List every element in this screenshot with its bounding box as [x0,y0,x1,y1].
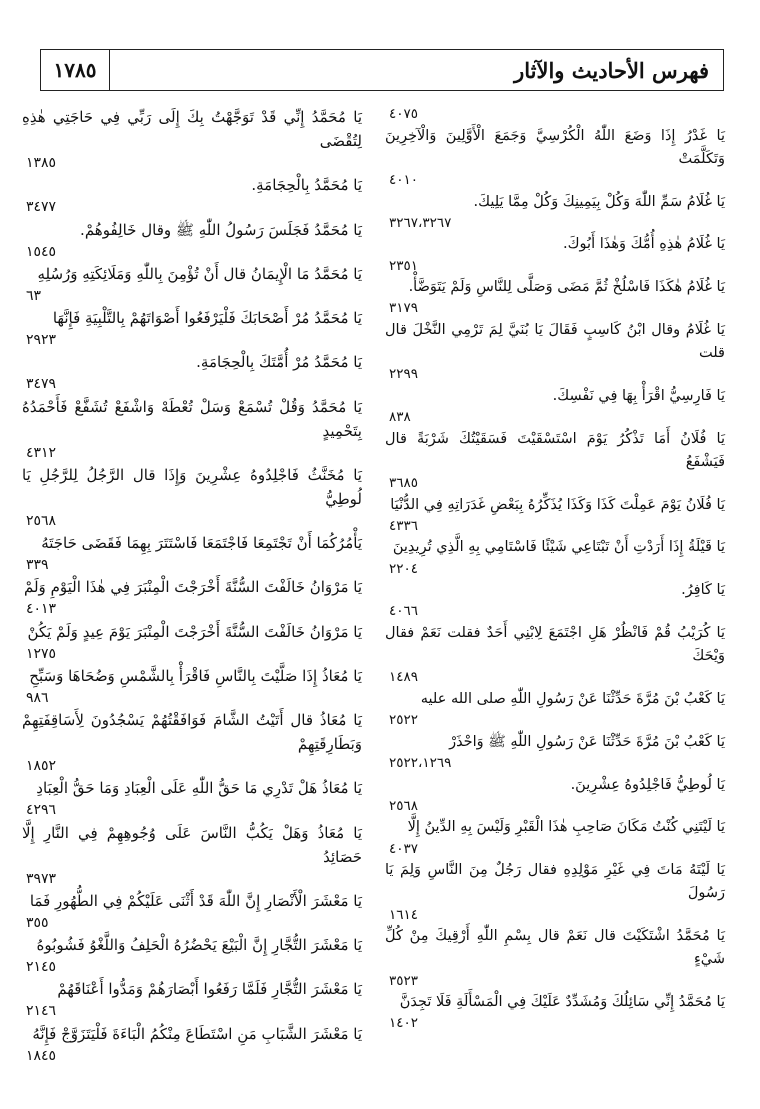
entry-ref-number: ١٥٤٥ [26,243,57,260]
entry-text: يَا مُحَمَّدُ إِنِّي سَائِلُكَ وَمُشَدِّدٌ عَلَيْكَ فِي الْمَسْأَلَةِ فَلَا تَجِدَنَّ [399,994,725,1011]
entry-ref-number: ١٦١٤ [389,906,419,923]
index-entry [22,1022,362,1066]
entry-text: يَا مُعَاذُ إِذَا صَلَّيْتَ بِالنَّاسِ فَاقْرَأْ بِالشَّمْسِ وَضُحَاهَا وَسَبِّحِ [29,666,362,685]
entry-ref-number: ٢١٤٦ [26,1003,57,1020]
entry-ref-number: ٣٩٧٣ [26,870,57,887]
index-entry [22,262,362,306]
index-entry [22,306,362,350]
entry-text: يَا غُلَامُ وقال ابْنُ كَاسِبٍ فَقَالَ يَا بُنَيَّ لِمَ تَرْمِي النَّخْلَ قال قلت [385,321,725,362]
entry-text: يَا مَعْشَرَ الْأَنْصَارِ إِنَّ اللّٰهَ قَدْ أَثْنَى عَلَيْكُمْ فِي الطُّهُورِ فَمَا [29,891,362,910]
index-entry [385,276,725,319]
entry-ref-number: ٨٣٨ [389,409,411,426]
entry-ref-number: ٢١٤٥ [26,959,57,975]
entry-ref-number: ٤٠٧٥ [389,106,419,122]
index-entry [22,575,362,619]
entry-ref-number: ٤٠١٣ [26,601,57,618]
entry-text: يَا مُحَمَّدُ اشْتَكَيْتَ قال نَعَمْ قال بِسْمِ اللّٰهِ أَرْقِيكَ مِنْ كُلِّ شَيْءٍ [385,928,725,968]
entry-text: يَا كَعْبُ بْنَ مُرَّةَ حَدِّثْنَا عَنْ رَسُولِ اللّٰهِ ﷺ وَاحْذَرْ [449,733,725,750]
index-entry [385,925,725,991]
index-entry [385,105,725,125]
index-entry [385,579,725,622]
entry-text: يَا مَرْوَانُ خَالَفْتَ السُّنَّةَ أَخْرَجْتَ الْمِنْبَرَ يَوْمَ عِيدٍ وَلَمْ يَكُنْ [27,622,362,641]
entry-text: يَا غُلَامُ هٰذِهِ أُمُّكَ وَهٰذَا أَبُوكَ. [563,236,725,253]
index-entry [385,385,725,428]
entry-ref-number: ٤٠١٠ [389,171,419,188]
entry-text: يَا غَدْرُ إِذَا وَضَعَ اللّٰهُ الْكُرْسِيَّ وَجَمَعَ الْأَوَّلِينَ وَالْآخِرِينَ وَتَكَلَّمَتْ [385,127,725,167]
index-entry [22,463,362,531]
entry-ref-number: ٣٦٨٥ [389,475,419,492]
entry-text: يَا مُحَمَّدُ مَا الْإِيمَانُ قال أَنْ تُؤْمِنَ بِاللّٰهِ وَمَلَائِكَتِهِ وَرُسُلِهِ [37,264,362,283]
entry-ref-number: ٣٥٢٣ [389,972,419,989]
entry-ref-number: ٦٣ [26,287,42,304]
index-entry [385,191,725,234]
entry-text: يَا مُحَمَّدُ فَجَلَسَ رَسُولُ اللّٰهِ ﷺ وقال خَالِفُوهُمْ. [80,220,362,239]
entry-text: يَا مُخَنَّثُ فَاجْلِدُوهُ عِشْرِينَ وَإِذَا قال الرَّجُلُ لِلرَّجُلِ يَا لُوطِيُّ [22,465,362,508]
index-entry [22,218,362,262]
index-entry [385,319,725,385]
index-entry [385,125,725,191]
entry-text: يَا كُرَيْبُ قُمْ فَانْظُرْ هَلِ اجْتَمَعَ لِابْنِي أَحَدٌ فقلت نَعَمْ فقال وَيْحَكَ [385,625,725,665]
index-entry [22,776,362,820]
entry-ref-number: ٢٢٩٩ [389,366,419,383]
entry-text: يَا مُحَمَّدُ إِنِّي قَدْ تَوَجَّهْتُ بِكَ إِلَى رَبِّي فِي حَاجَتِي هٰذِهِ لِتُقْضَى [22,108,362,150]
index-entry [385,688,725,731]
entry-ref-number: ١٣٨٥ [26,155,57,171]
index-entry [22,395,362,463]
index-entry [22,977,362,1021]
entry-ref-number: ١٤٠٢ [389,1015,419,1032]
index-entry [22,821,362,889]
entry-text: يَا مُحَمَّدُ مُرْ أُمَّتَكَ بِالْحِجَامَةِ. [196,353,362,372]
page-header [40,49,724,91]
entry-text: يَا فُلَانُ يَوْمَ عَمِلْتَ كَذَا وَكَذَا يُذَكِّرُهُ بِبَعْضِ غَدَرَاتِهِ فِي الدُّنْيَا [390,496,725,513]
entry-ref-number: ٤٣١٢ [26,444,57,461]
entry-ref-number: ٢٥٢٢ [389,712,419,729]
entry-ref-number: ٢٥٦٨ [26,512,57,529]
entry-ref-number: ٣٣٩ [26,557,49,573]
entry-text: يَا قَيْلَةُ إِذَا أَرَدْتِ أَنْ تَبْتَاعِي شَيْئًا فَاسْتَامِي بِهِ الَّذِي تُرِيدِينَ [392,539,725,556]
entry-text: يَا غُلَامُ هٰكَذَا فَاسْلُخْ ثُمَّ مَضَى وَصَلَّى لِلنَّاسِ وَلَمْ يَتَوَضَّأْ. [408,279,725,296]
entry-text: يَا مُحَمَّدُ مُرْ أَصْحَابَكَ فَلْيَرْفَعُوا أَصْوَاتَهُمْ بِالتَّلْبِيَةِ فَإِنَّهَا [52,309,362,327]
entry-text: يَا فَارِسِيُّ اقْرَأْ بِهَا فِي نَفْسِكَ. [552,387,725,404]
index-entry [385,731,725,774]
entry-text: يَا مَعْشَرَ التُّجَّارِ إِنَّ الْبَيْعَ يَحْضُرُهُ الْحَلِفُ وَاللَّغْوُ فَشُوبُوهُ [36,936,362,954]
entry-text: يَا كَافِرُ. [681,582,725,599]
entry-text: يَا لَيْتَهُ مَاتَ فِي غَيْرِ مَوْلِدِهِ فقال رَجُلٌ مِنَ النَّاسِ وَلِمَ يَا رَسُولَ [385,862,725,902]
index-entry [385,991,725,1034]
index-entry [385,816,725,859]
page-number: ١٧٨٥ [53,58,97,82]
entry-text: يَا مُحَمَّدُ بِالْحِجَامَةِ. [251,176,362,195]
entry-ref-number: ٩٨٦ [26,689,49,706]
entry-ref-number: ١٨٤٥ [26,1047,57,1064]
entry-text: يَا مُعَاذُ قال أَتَيْتُ الشَّامَ فَوَافَقْتُهُمْ يَسْجُدُونَ لِأَسَاقِفَتِهِمْ وَبَطَارِقَتِهِمْ [22,711,362,753]
header-divider [109,50,110,90]
entry-text: يَا لُوطِيُّ فَاجْلِدُوهُ عِشْرِينَ. [570,776,725,793]
entry-ref-number: ٢٢٠٤ [389,560,419,577]
left-column [22,105,362,1066]
entry-ref-number: ٣٥٥ [26,914,49,931]
index-entry [385,428,725,494]
entry-ref-number: ٢٩٢٣ [26,332,57,348]
index-entry [22,933,362,977]
entry-ref-number: ٤٠٦٦ [389,603,419,620]
entry-text: يَا مُعَاذُ هَلْ تَدْرِي مَا حَقُّ اللّٰهِ عَلَى الْعِبَادِ وَمَا حَقُّ الْعِبَادِ [36,779,362,798]
entry-text: يَأْمُرُكُمَا أَنْ تَجْتَمِعَا فَاجْتَمَعَا فَاسْتَتَرَ بِهِمَا فَقَضَى حَاجَتَهُ [41,534,362,552]
index-entry [22,173,362,217]
entry-ref-number: ٣١٧٩ [389,300,419,317]
index-entry [22,620,362,664]
index-entry [385,859,725,925]
entry-ref-number: ١٢٧٥ [26,645,57,662]
entry-ref-number: ٣٢٦٧،٣٢٦٧ [389,214,452,231]
entry-text: يَا مُحَمَّدُ وَقُلْ تُسْمَعْ وَسَلْ تُعْطَهْ وَاشْفَعْ تُشَفَّعْ فَأَحْمَدُهُ بِتَحْمِيدٍ [22,397,362,440]
page-title: فهرس الأحاديث والآثار [514,57,709,83]
index-entry [385,622,725,688]
entry-ref-number: ٣٤٧٧ [26,199,57,216]
entry-ref-number: ١٨٥٢ [26,758,57,774]
index-entry [22,708,362,776]
entry-text: يَا كَعْبُ بْنَ مُرَّةَ حَدِّثْنَا عَنْ رَسُولِ اللّٰهِ صلى الله عليه [420,690,725,707]
entry-text: يَا غُلَامُ سَمِّ اللّٰهَ وَكُلْ بِيَمِينِكَ وَكُلْ مِمَّا يَلِيكَ. [473,193,725,210]
entry-ref-number: ٤٢٩٦ [26,802,57,819]
index-entry [385,536,725,579]
entry-ref-number: ٢٣٥١ [389,257,419,274]
index-entry [22,350,362,394]
entry-text: يَا لَيْتَنِي كُنْتُ مَكَانَ صَاحِبِ هٰذَا الْقَبْرِ وَلَيْسَ بِهِ الدِّينُ إِلَّا [407,819,725,836]
index-entry [22,105,362,173]
entry-ref-number: ٢٥٦٨ [389,797,419,814]
entry-ref-number: ٣٤٧٩ [26,376,57,393]
index-entry [385,774,725,817]
entry-ref-number: ٤٣٣٦ [389,517,419,534]
entry-text: يَا مُعَاذُ وَهَلْ يَكُبُّ النَّاسَ عَلَى وُجُوهِهِمْ فِي النَّارِ إِلَّا حَصَائِدُ [22,823,362,866]
index-entry [22,531,362,575]
index-entry [385,233,725,276]
entry-text: يَا مَرْوَانُ خَالَفْتَ السُّنَّةَ أَخْرَجْتَ الْمِنْبَرَ فِي هٰذَا الْيَوْمِ وَلَمْ [24,578,362,597]
entry-ref-number: ٤٠٣٧ [389,840,419,857]
entry-text: يَا مَعْشَرَ التُّجَّارِ فَلَمَّا رَفَعُوا أَبْصَارَهُمْ وَمَدُّوا أَعْنَاقَهُمْ [57,980,362,999]
index-entry [385,494,725,537]
entry-ref-number: ٢٥٢٢،١٢٦٩ [389,754,452,771]
entry-text: يَا فُلَانُ أَمَا تَذْكُرُ يَوْمَ اسْتَسْقَيْتَ فَسَقَيْتُكَ شَرْبَةً قال فَيَشْفَعُ [385,430,725,470]
entry-text: يَا مَعْشَرَ الشَّبَابِ مَنِ اسْتَطَاعَ مِنْكُمُ الْبَاءَةَ فَلْيَتَزَوَّجْ فَإِنَّهُ [32,1024,362,1043]
right-column [385,105,725,1034]
entry-ref-number: ١٤٨٩ [389,669,419,686]
index-entry [22,889,362,933]
index-entry [22,664,362,708]
